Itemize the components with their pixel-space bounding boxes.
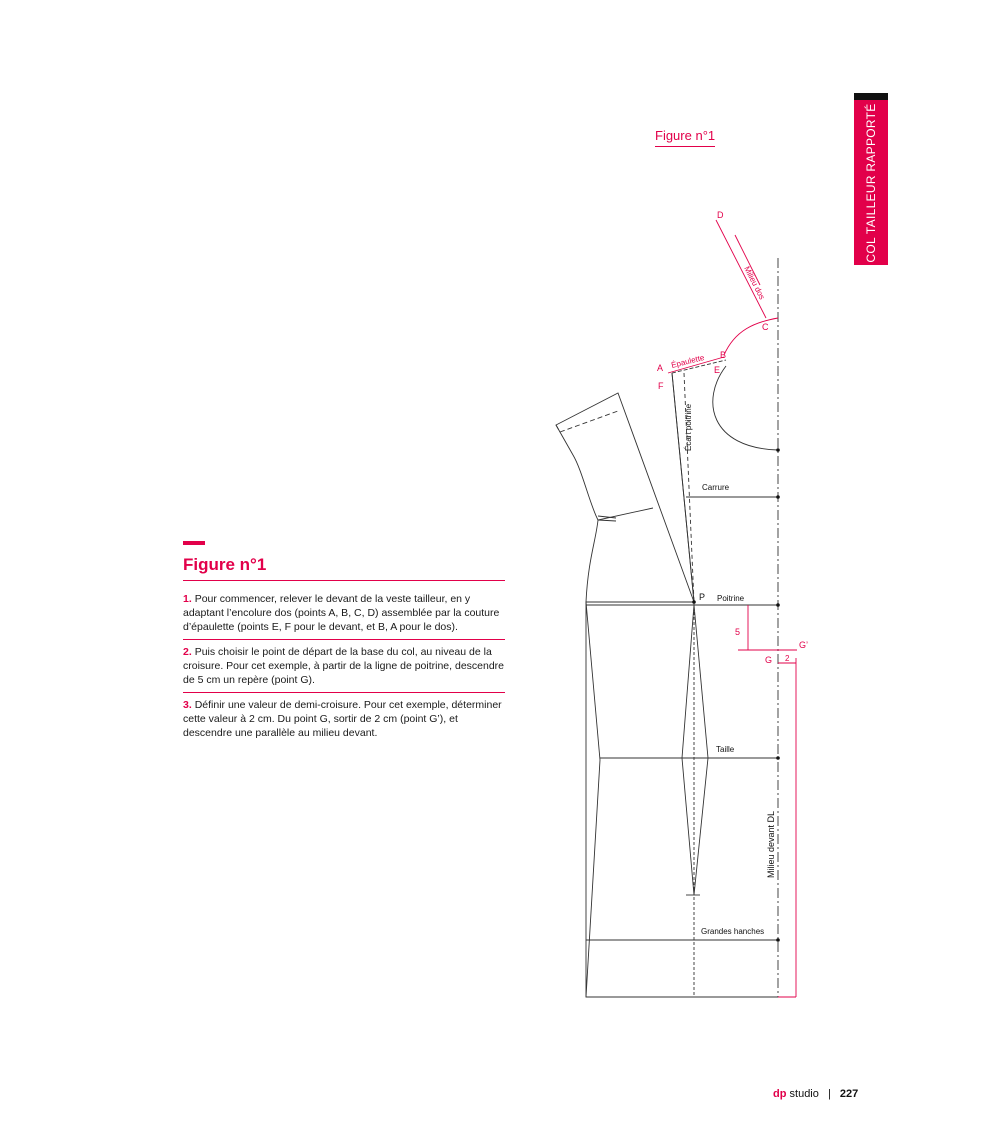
side-tab-label: COL TAILLEUR RAPPORTÉ — [864, 102, 878, 263]
step-3 — [183, 693, 505, 745]
body-outline-upper — [586, 373, 778, 997]
front-neckline — [713, 366, 778, 450]
step-2-number: 2. — [183, 646, 192, 658]
side-seam — [586, 602, 600, 997]
accent-bar — [183, 541, 205, 545]
point-c: C — [762, 322, 769, 332]
epaulette-label: Épaulette — [670, 353, 706, 370]
point-a: A — [657, 363, 664, 373]
carrure-label: Carrure — [702, 483, 730, 492]
figure-text-block — [183, 541, 505, 745]
footer-brand-suffix: studio — [789, 1088, 819, 1100]
sleeve-dashed-line — [556, 411, 618, 432]
footer-separator: | — [827, 1088, 831, 1100]
chest-dot — [776, 603, 780, 607]
waist-dot — [776, 756, 780, 760]
point-f: F — [658, 381, 664, 391]
poitrine-label: Poitrine — [717, 594, 745, 603]
neck-dot — [776, 448, 780, 452]
page-number: 227 — [839, 1088, 859, 1100]
step-1 — [183, 587, 505, 640]
step-2-text: Puis choisir le point de départ de la base du col, au niveau de la croisure. Pour cet exemple, à partir de la ligne de poitrine, descendre de 5 cm un repère (point G). — [183, 646, 505, 686]
footer-brand: dp — [773, 1088, 787, 1100]
sleeve-top-line — [556, 393, 694, 602]
taille-label: Taille — [716, 745, 735, 754]
carrure-dot — [776, 495, 780, 499]
step-3-number: 3. — [183, 699, 192, 711]
notch-2 — [598, 520, 616, 521]
point-p: P — [699, 592, 706, 602]
step-3-text: Définir une valeur de demi-croisure. Pour cet exemple, déterminer cette valeur à 2 cm. Du point G, sortir de 2 cm (point G’), et descendre une parallèle au milieu devant. — [183, 699, 502, 739]
waist-dart — [682, 605, 708, 895]
point-g: G — [765, 655, 773, 665]
step-1-number: 1. — [183, 593, 192, 605]
five-cm-label: 5 — [735, 627, 741, 637]
point-g-prime: G’ — [799, 640, 808, 650]
figure-caption: Figure n°1 — [655, 128, 715, 147]
section-title: Figure n°1 — [183, 555, 505, 581]
point-b: B — [720, 350, 727, 360]
back-center-line — [716, 220, 766, 318]
point-e: E — [714, 365, 721, 375]
point-p-dot — [692, 600, 696, 604]
grandes-hanches-label: Grandes hanches — [701, 927, 765, 936]
two-cm-label: 2 — [785, 654, 790, 663]
ecart-poitrine-label: Écart poitrine — [684, 403, 693, 451]
point-d: D — [717, 210, 724, 220]
armhole-line — [586, 508, 653, 602]
step-1-text: Pour commencer, relever le devant de la veste tailleur, en y adaptant l’encolure dos (points A, B, C, D) assemblée par la couture d’épaulette (points E, F pour le devant, et B, A pour le dos). — [183, 593, 500, 633]
step-2 — [183, 640, 505, 693]
milieu-dos-label: Milieu dos — [742, 264, 767, 301]
milieu-devant-label: Milieu devant DL — [766, 810, 776, 878]
page-footer — [773, 1088, 858, 1100]
back-neckline — [724, 318, 778, 355]
hip-dot — [776, 938, 780, 942]
